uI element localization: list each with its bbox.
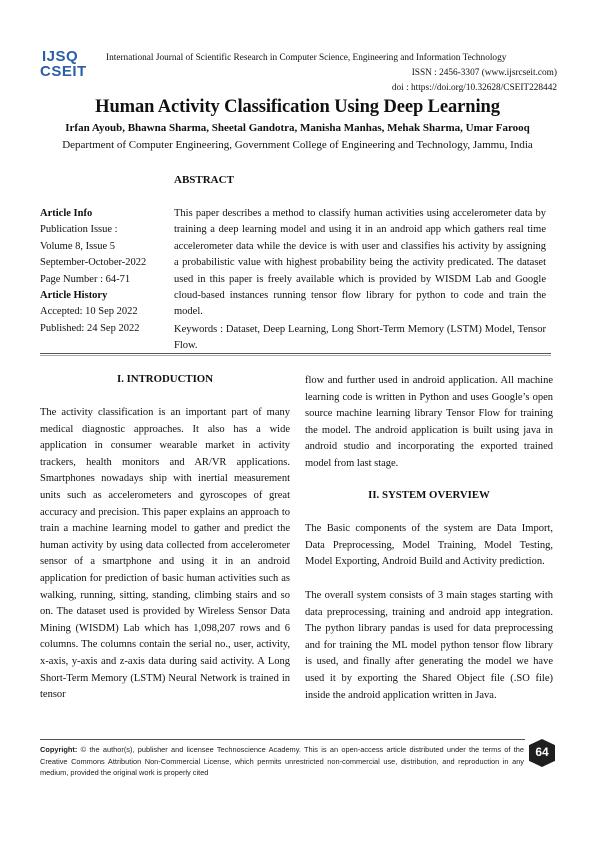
divider <box>40 355 551 356</box>
footer-divider <box>40 739 525 740</box>
accepted-date: Accepted: 10 Sep 2022 <box>40 306 138 318</box>
abstract-text: This paper describes a method to classify human activities using accelerometer data by training a deep learning model and using it in an android app which gathers real time accelerometer data while the device is with user and classifies his activity by assigning a probabilistic value with highest probability being the activity predicated. The dataset used in this paper is freely available which is provided by WISDM Lab and Google cloud-based instances running tensor flow library for python to code and train the model. <box>174 208 546 318</box>
section-heading-system-overview: II. SYSTEM OVERVIEW <box>368 489 490 501</box>
paper-title: Human Activity Classification Using Deep Learning <box>95 97 500 117</box>
copyright-text: © the author(s), publisher and licensee Technoscience Academy. This is an open-access article distributed under the terms of the Creative Commons Attribution Non-Commercial License, which permits unrestricted non-commercial use, distribution, and reproduction in any medium, provided the original work is properly cited <box>40 745 524 778</box>
section-heading-introduction: I. INTRODUCTION <box>117 373 213 385</box>
page-range: Page Number : 64-71 <box>40 273 131 285</box>
system-overview-paragraph-1: The Basic components of the system are Data Import, Data Preprocessing, Model Training, Model Testing, Model Exporting, Android Build and Activity prediction. <box>305 523 553 568</box>
issue-period: September-October-2022 <box>40 257 147 269</box>
keywords: Keywords : Dataset, Deep Learning, Long Short-Term Memory (LSTM) Model, Tensor Flow. <box>174 324 546 352</box>
system-overview-paragraph-2: The overall system consists of 3 main stages starting with data preprocessing, training and android app integration. The python library pandas is used for data preprocessing and for training the ML model python tensor flow library is used, and finally after generating the model we have used it by exporting the Shared Object file (.SO file) inside the android application written in Java. <box>305 590 553 701</box>
article-history-heading: Article History <box>40 290 108 302</box>
volume-issue: Volume 8, Issue 5 <box>40 240 116 252</box>
published-date: Published: 24 Sep 2022 <box>40 322 140 334</box>
introduction-paragraph: The activity classification is an important part of many medical diagnostic approaches. It also has a wide application in consumer wearable market in activity trackers, health monitors and AR/VR applications. Smartphones nowadays ship with inertial measurement units such as accelerometers and gyroscopes of great accuracy and precision. This paper explains an approach to train a machine learning model to gather and predict the human activity by using data collected from accelerometer sensor of a smartphone and using it in an android application for prediction of basic human activities such as walking, running, sitting, standing, climbing stairs and so on. The dataset used is provided by Wireless Sensor Data Mining (WISDM) Lab which has 1,098,207 rows and 6 columns. The columns contain the serial no., user, activity, x-axis, y-axis and z-axis data during said activity. A Long Short-Term Memory (LSTM) Neural Network is trained in tensor <box>40 407 290 701</box>
logo-text-top: IJSQ <box>42 48 79 65</box>
publication-issue-label: Publication Issue : <box>40 224 118 236</box>
issn: ISSN : 2456-3307 (www.ijsrcseit.com) <box>411 68 557 78</box>
copyright-label: Copyright: <box>40 745 78 754</box>
doi-link[interactable]: doi : https://doi.org/10.32628/CSEIT228442 <box>391 83 557 93</box>
page-number: 64 <box>535 745 549 759</box>
divider <box>40 353 551 354</box>
article-info-heading: Article Info <box>40 208 93 219</box>
introduction-continued: flow and further used in android application. All machine learning code is written in Python and uses Google’s open source machine learning library Tensor Flow for training the model. The android application is built using java in android studio and incorporating the exported trained model from last stage. <box>305 375 553 469</box>
journal-name: International Journal of Scientific Research in Computer Science, Engineering and Information Technology <box>106 53 507 63</box>
affiliation: Department of Computer Engineering, Government College of Engineering and Technology, Jammu, India <box>62 139 533 151</box>
article-info <box>40 206 170 337</box>
logo-text-bottom: CSEIT <box>40 63 87 80</box>
author-list: Irfan Ayoub, Bhawna Sharma, Sheetal Gandotra, Manisha Manhas, Mehak Sharma, Umar Farooq <box>65 122 530 134</box>
copyright-notice <box>40 744 524 779</box>
abstract-heading: ABSTRACT <box>174 174 234 186</box>
journal-logo <box>40 48 98 88</box>
